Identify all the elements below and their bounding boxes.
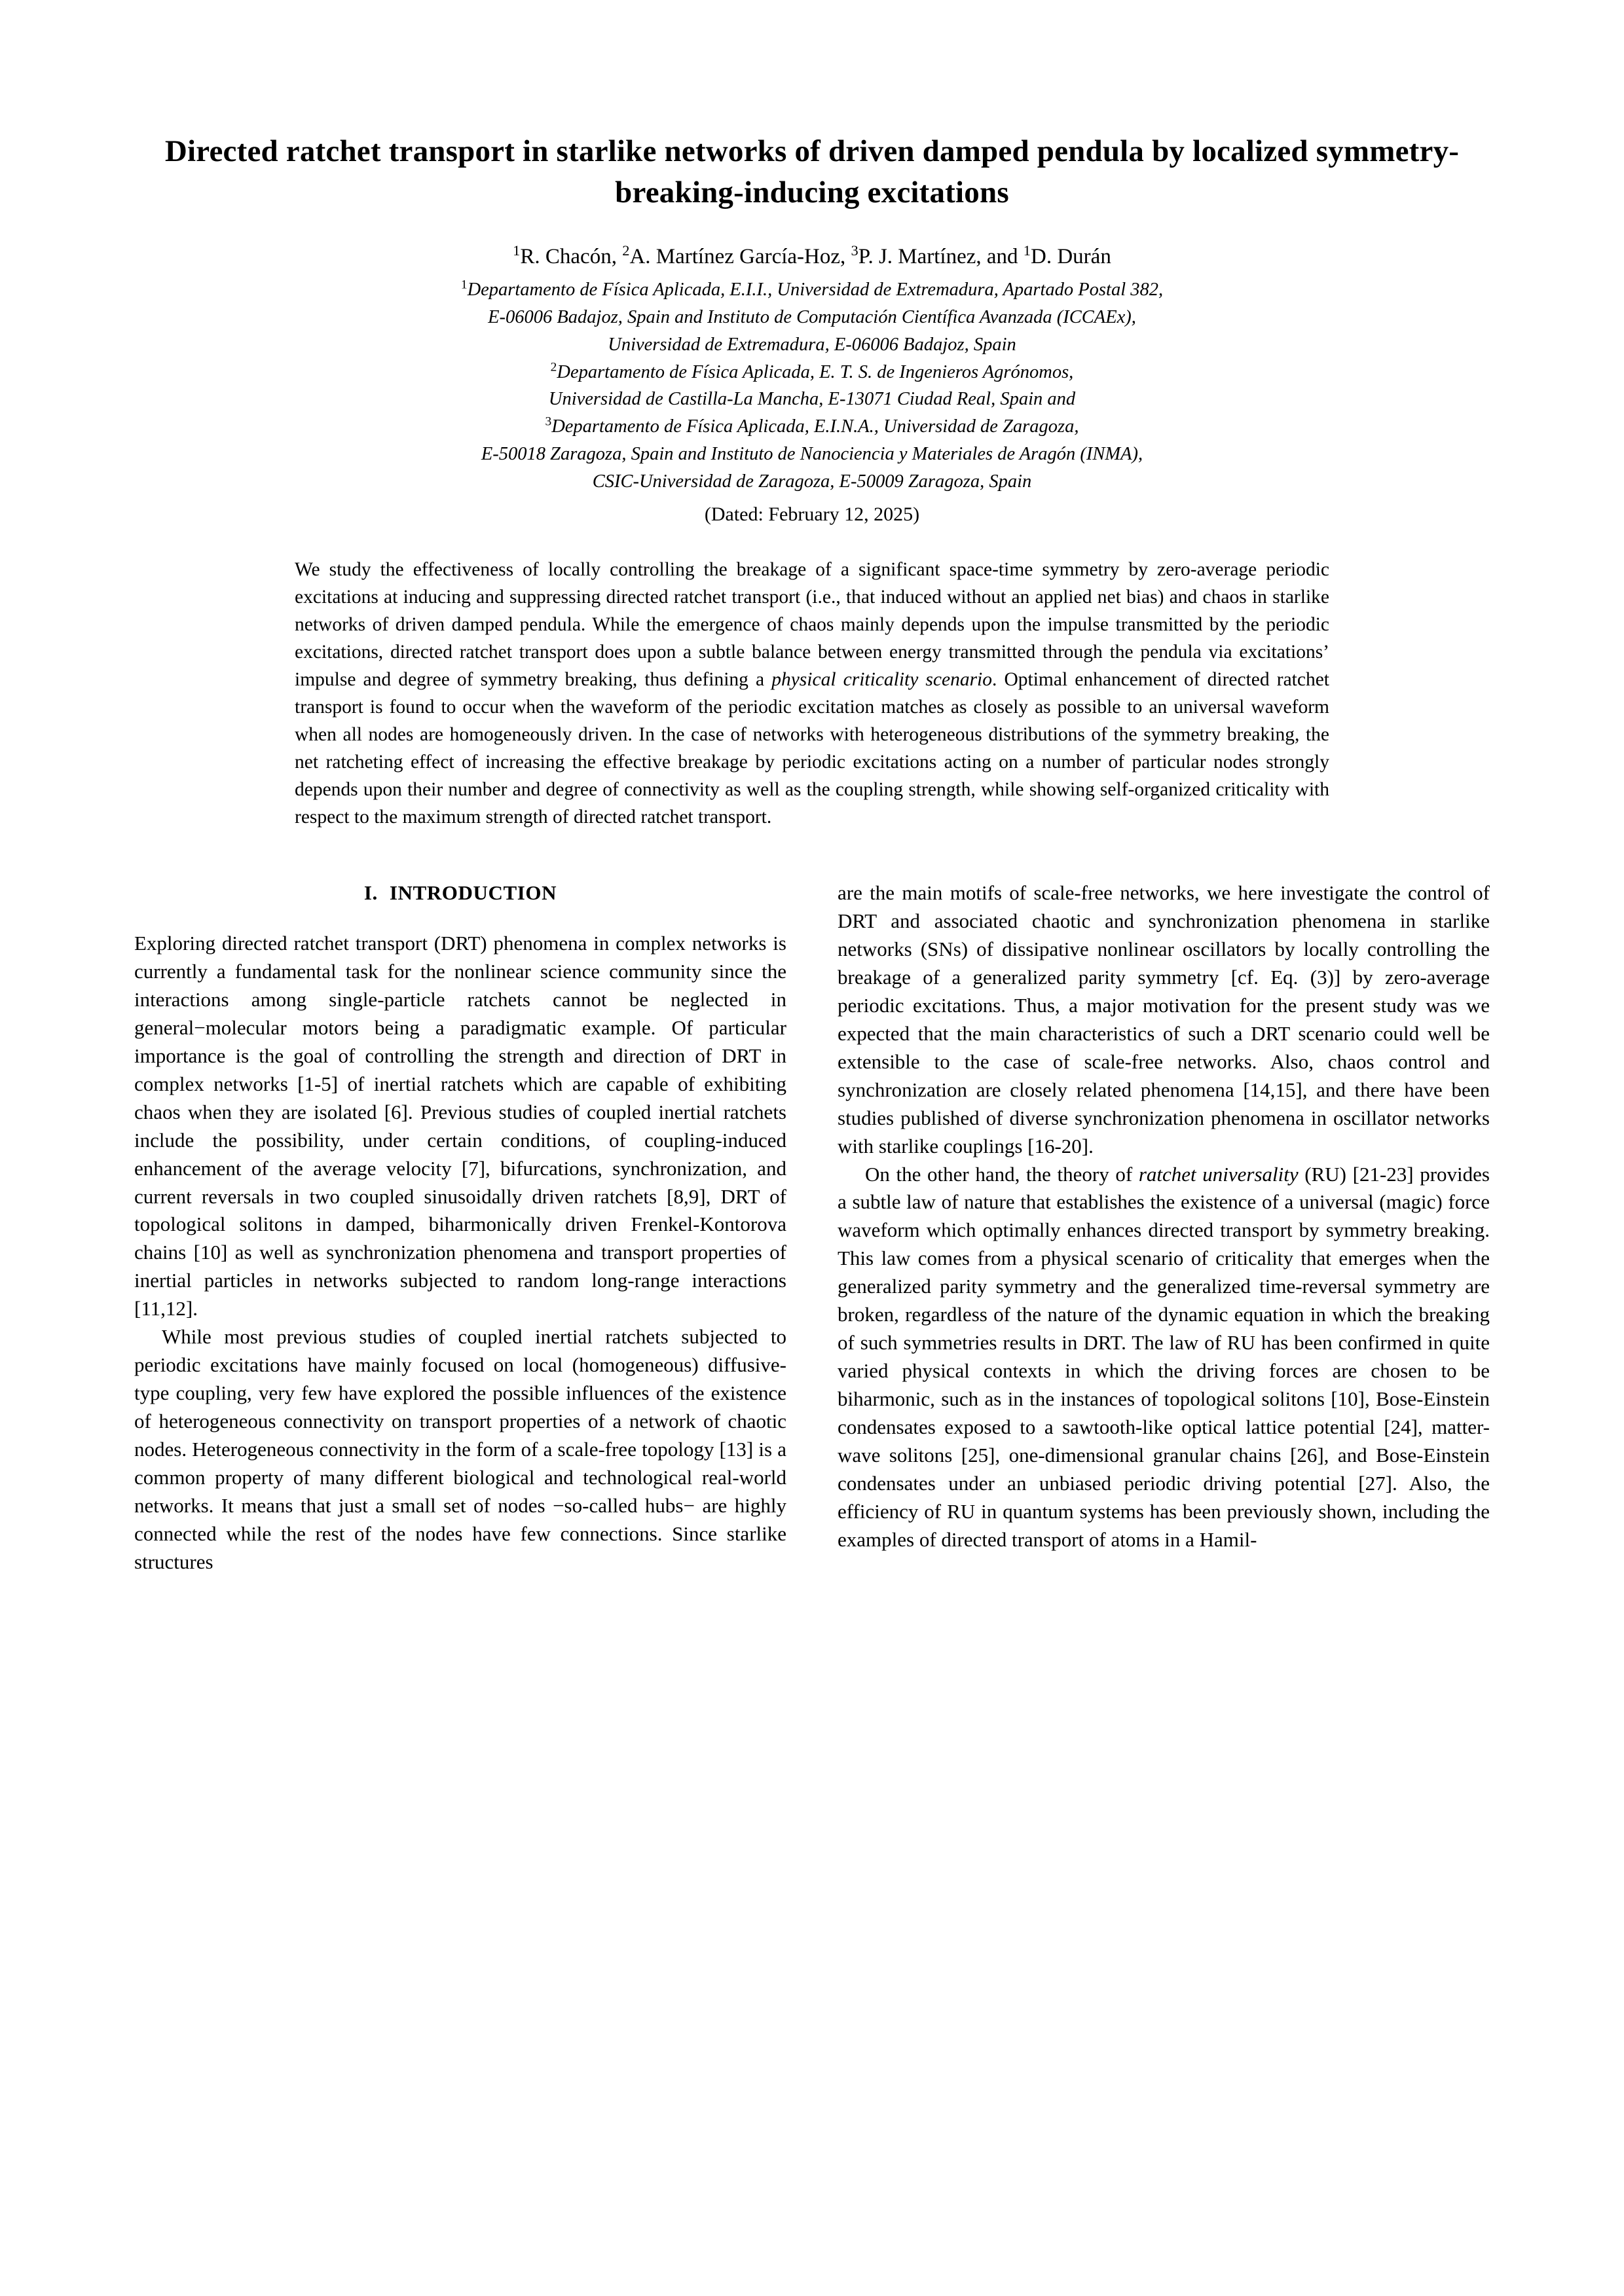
affiliation-text: Departamento de Física Aplicada, E.I.I., Universidad de Extremadura, Apartado Postal 382, <box>467 279 1164 300</box>
affiliation-text: E-50018 Zaragoza, Spain and Instituto de Nanociencia y Materiales de Aragón (INMA), <box>481 444 1143 465</box>
affiliation-marker: 2 <box>550 360 557 374</box>
page-title: Directed ratchet transport in starlike networks of driven damped pendula by localized symmetry-breaking-inducing excitations <box>164 134 1460 210</box>
affiliation-text: Departamento de Física Aplicada, E.I.N.A., Universidad de Zaragoza, <box>551 416 1079 437</box>
paragraph-emphasis: ratchet universality <box>1138 1162 1299 1186</box>
affiliation-list <box>134 276 1490 496</box>
dateline: (Dated: February 12, 2025) <box>704 503 920 525</box>
affiliation-text: CSIC-Universidad de Zaragoza, E-50009 Zaragoza, Spain <box>592 471 1032 492</box>
affiliation-line <box>134 386 1490 413</box>
affiliation-line <box>134 359 1490 386</box>
affiliation-line <box>134 441 1490 468</box>
right-column <box>838 879 1490 1554</box>
section-number: I. <box>363 881 378 905</box>
paragraph: Exploring directed ratchet transport (DRT) phenomena in complex networks is currently a fundamental task for the nonlinear science community since the interactions among single-particle ratchets cannot be neglected in general−molecular motors being a paradigmatic example. Of particular importance is the goal of controlling the strength and direction of DRT in complex networks [1-5] of inertial ratchets which are capable of exhibiting chaos when they are isolated [6]. Previous studies of coupled inertial ratchets include the possibility, under certain conditions, of coupling-induced enhancement of the average velocity [7], bifurcations, synchronization, and current reversals in two coupled sinusoidally driven ratchets [8,9], DRT of topological solitons in damped, biharmonically driven Frenkel-Kontorova chains [10] as well as synchronization phenomena and transport properties of inertial particles in networks subjected to random long-range interactions [11,12]. <box>134 932 786 1321</box>
body-columns <box>134 879 1490 1576</box>
affiliation-line <box>134 468 1490 496</box>
author-list <box>134 242 1490 272</box>
paragraph-part-2: (RU) [21-23] provides a subtle law of nature that establishes the existence of a universal (magic) force waveform which optimally enhances directed transport by symmetry breaking. This law comes from a physical scenario of criticality that emerges when the generalized parity symmetry and the generalized time-reversal symmetry are broken, regardless of the nature of the dynamic equation in which the breaking of such symmetries results in DRT. The law of RU has been confirmed in quite varied physical contexts in which the driving forces are chosen to be biharmonic, such as in the instances of topological solitons [10], Bose-Einstein condensates exposed to a sawtooth-like optical lattice potential [24], matter-wave solitons [25], one-dimensional granular chains [26], and Bose-Einstein condensates under an unbiased periodic driving potential [27]. Also, the efficiency of RU in quantum systems has been previously shown, including the examples of directed transport of atoms in a Hamil- <box>838 1162 1490 1551</box>
author-affiliation-marker-3: 3 <box>851 242 858 259</box>
paragraph: are the main motifs of scale-free networks, we here investigate the control of DRT and associated chaotic and synchronization phenomena in starlike networks (SNs) of dissipative nonlinear oscillators by locally controlling the breakage of a generalized parity symmetry [cf. Eq. (3)] by zero-average periodic excitations. Thus, a major motivation for the present study was we expected that the main characteristics of such a DRT scenario could well be extensible to the case of scale-free networks. Also, chaos control and synchronization are closely related phenomena [14,15], and there have been studies published of diverse synchronization phenomena in oscillator networks with starlike couplings [16-20]. <box>838 881 1490 1157</box>
left-column <box>134 879 786 1576</box>
abstract-part-1: We study the effectiveness of locally controlling the breakage of a significant space-time symmetry by zero-average periodic excitations at inducing and suppressing directed ratchet transport (i.e., that induced without an applied net bias) and chaos in starlike networks of driven damped pendula. While the emergence of chaos mainly depends upon the impulse transmitted by the periodic excitations, directed ratchet transport does upon a subtle balance between energy transmitted through the pendula via excitations’ impulse and degree of symmetry breaking, thus defining a <box>295 558 1329 691</box>
paragraph <box>838 1161 1490 1554</box>
affiliation-text: Universidad de Extremadura, E-06006 Badajoz, Spain <box>608 334 1016 355</box>
affiliation-marker: 1 <box>460 278 468 292</box>
author-affiliation-marker-1: 1 <box>513 242 521 259</box>
author-name-3: P. J. Martínez, and <box>858 245 1024 268</box>
affiliation-line <box>134 413 1490 441</box>
abstract-part-2: . Optimal enhancement of directed ratchet transport is found to occur when the waveform of the periodic excitation matches as closely as possible to an universal waveform when all nodes are homogeneously driven. In the case of networks with heterogeneous distributions of the symmetry breaking, the net ratcheting effect of increasing the effective breakage by periodic excitations acting on a number of particular nodes strongly depends upon their number and degree of connectivity as well as the coupling strength, while showing self-organized criticality with respect to the maximum strength of directed ratchet transport. <box>295 669 1329 828</box>
author-affiliation-marker-2: 2 <box>622 242 630 259</box>
affiliation-line <box>134 276 1490 304</box>
author-name-4: D. Durán <box>1031 245 1111 268</box>
section-title: INTRODUCTION <box>389 881 557 905</box>
affiliation-marker: 3 <box>545 414 552 429</box>
affiliation-line <box>134 304 1490 331</box>
affiliation-text: Departamento de Física Aplicada, E. T. S. de Ingenieros Agrónomos, <box>557 361 1074 382</box>
affiliation-text: Universidad de Castilla-La Mancha, E-13071 Ciudad Real, Spain and <box>548 389 1076 410</box>
paragraph-part-1: On the other hand, the theory of <box>865 1162 1139 1186</box>
affiliation-text: E-06006 Badajoz, Spain and Instituto de Computación Científica Avanzada (ICCAEx), <box>488 306 1136 327</box>
abstract <box>295 556 1329 831</box>
author-affiliation-marker-4: 1 <box>1023 242 1031 259</box>
author-name-1: R. Chacón, <box>520 245 623 268</box>
abstract-emphasis: physical criticality scenario <box>771 669 993 691</box>
author-name-2: A. Martínez García-Hoz, <box>629 245 851 268</box>
section-heading-introduction <box>134 879 786 907</box>
paragraph: While most previous studies of coupled inertial ratchets subjected to periodic excitations have mainly focused on local (homogeneous) diffusive-type coupling, very few have explored the possible influences of the existence of heterogeneous connectivity on transport properties of a network of chaotic nodes. Heterogeneous connectivity in the form of a scale-free topology [13] is a common property of many different biological and technological real-world networks. It means that just a small set of nodes −so-called hubs− are highly connected while the rest of the nodes have few connections. Since starlike structures <box>134 1325 786 1573</box>
affiliation-line <box>134 331 1490 359</box>
